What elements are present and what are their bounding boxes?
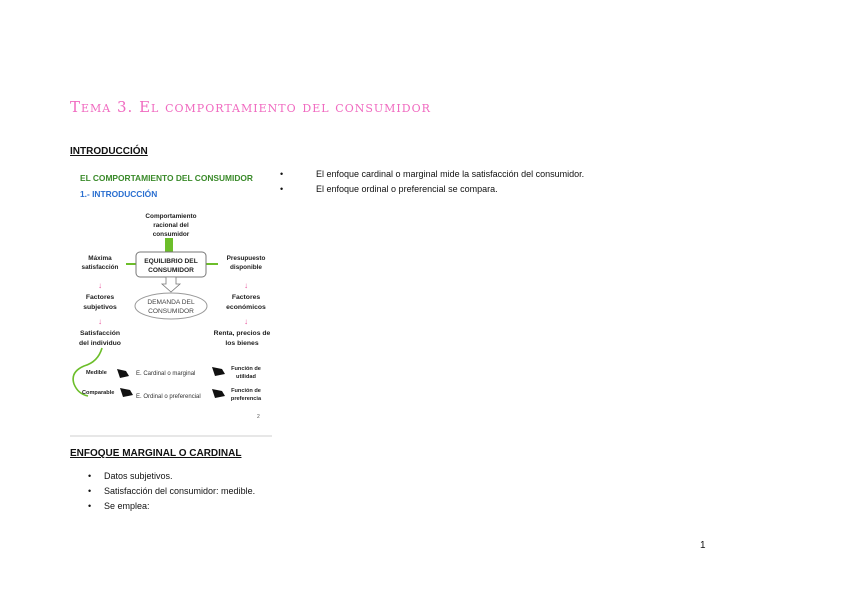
row2-mid-label: E. Ordinal o preferencial <box>136 394 201 400</box>
consumer-behavior-diagram <box>70 166 272 438</box>
list-item <box>280 182 730 197</box>
right-top-line-1: Presupuesto <box>226 255 266 262</box>
left-top-line-2: satisfacción <box>81 264 119 271</box>
left-bottom-line-1: Satisfacción <box>79 330 121 337</box>
list-item <box>88 469 348 484</box>
document-title: Tema 3. El comportamiento del consumidor <box>70 98 431 116</box>
list-item-text: Datos subjetivos. <box>104 471 173 481</box>
row1-mid-label: E. Cardinal o marginal <box>136 371 196 377</box>
bullet-icon: • <box>88 486 92 496</box>
green-arrow-down <box>165 238 173 252</box>
list-item-text: El enfoque ordinal o preferencial se compara. <box>316 184 498 194</box>
pink-arrow-right-1: ↓ <box>244 281 248 290</box>
demand-oval-line-2: CONSUMIDOR <box>148 308 194 315</box>
pink-arrow-left-2: ↓ <box>98 317 102 326</box>
left-mid-line-1: Factores <box>85 294 115 301</box>
equilibrium-box-line-2: CONSUMIDOR <box>148 267 194 274</box>
section-heading-enfoque-marginal: ENFOQUE MARGINAL O CARDINAL <box>70 448 242 459</box>
bullet-icon: • <box>280 169 284 179</box>
left-mid-line-2: subjetivos <box>83 304 117 311</box>
page-number: 1 <box>700 540 706 551</box>
pink-arrow-left-1: ↓ <box>98 281 102 290</box>
right-bottom-line-2: los bienes <box>225 340 259 347</box>
right-mid-line-1: Factores <box>231 294 261 301</box>
list-item <box>280 167 730 182</box>
list-item <box>88 484 348 499</box>
row1-right-line-2: utilidad <box>236 374 256 380</box>
bullet-icon: • <box>88 501 92 511</box>
list-item-text: Se emplea: <box>104 501 150 511</box>
list-item-text: Satisfacción del consumidor: medible. <box>104 486 256 496</box>
list-item <box>88 499 348 514</box>
top-label-line-2: racional del <box>153 222 189 229</box>
row2-right-line-1: Función de <box>231 388 261 394</box>
row2-black-arrow-2 <box>212 389 225 398</box>
left-bottom-line-2: del individuo <box>79 340 121 347</box>
top-label-line-3: consumidor <box>152 231 190 238</box>
hollow-arrow-down <box>162 277 180 292</box>
equilibrium-box-line-1: EQUILIBRIO DEL <box>144 258 198 265</box>
left-top-line-1: Máxima <box>88 255 112 262</box>
row2-left-label: Comparable <box>82 390 115 396</box>
bullet-icon: • <box>88 471 92 481</box>
row1-black-arrow-1 <box>117 369 129 378</box>
row1-left-label: Medible <box>86 370 107 376</box>
row1-black-arrow-2 <box>212 367 225 376</box>
slide-title: EL COMPORTAMIENTO DEL CONSUMIDOR <box>80 173 253 183</box>
right-bottom-line-1: Renta, precios de <box>213 330 271 337</box>
pink-arrow-right-2: ↓ <box>244 317 248 326</box>
row1-right-line-1: Función de <box>231 366 261 372</box>
right-bullet-list <box>280 167 730 197</box>
bullet-icon: • <box>280 184 284 194</box>
marginal-bullet-list <box>88 469 348 514</box>
section-heading-introduccion: INTRODUCCIÓN <box>70 146 148 157</box>
demand-oval <box>135 293 207 319</box>
demand-oval-line-1: DEMANDA DEL <box>147 299 195 306</box>
list-item-text: El enfoque cardinal o marginal mide la satisfacción del consumidor. <box>316 169 585 179</box>
right-top-line-2: disponible <box>230 264 262 271</box>
slide-number: 2 <box>257 414 260 420</box>
row2-black-arrow-1 <box>120 388 133 397</box>
right-mid-line-2: económicos <box>226 304 266 311</box>
slide-subtitle: 1.- INTRODUCCIÓN <box>80 189 158 199</box>
top-label-line-1: Comportamiento <box>145 213 197 220</box>
row2-right-line-2: preferencia <box>230 396 262 402</box>
